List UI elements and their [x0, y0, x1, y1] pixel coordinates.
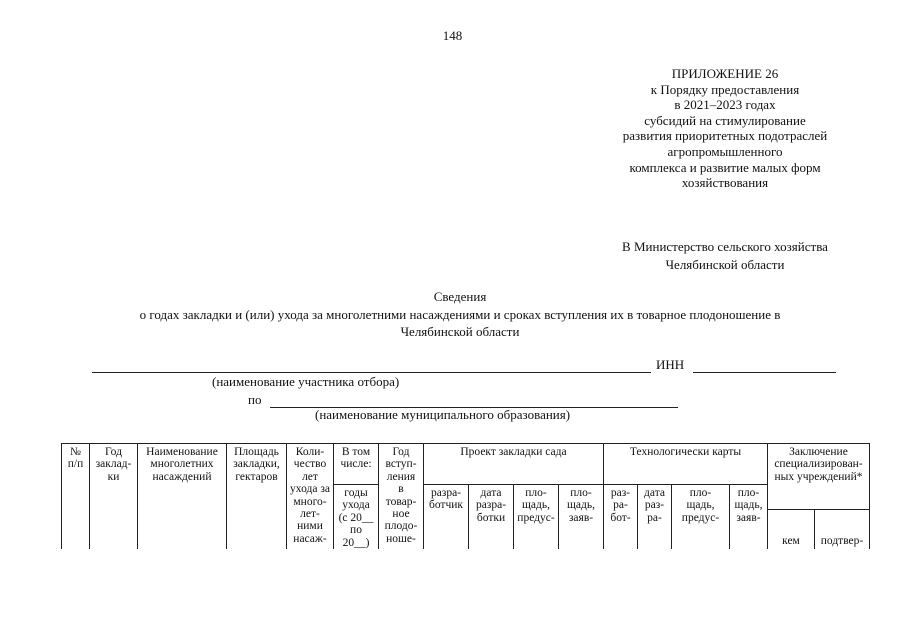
header-conclusion-confirmed-text: подтвер- [820, 534, 864, 547]
header-name-text: Наименование многолетних насаждений [146, 446, 218, 483]
header-project-area-planned-text: пло- щадь, предус- [517, 487, 555, 524]
title-subject: о годах закладки и (или) ухода за многолетними насаждениями и сроках вступления их в товарное плодоношение в [139, 306, 781, 322]
header-entry-year [379, 444, 424, 550]
appendix-line: в 2021–2023 годах [674, 97, 776, 113]
header-project-group-text: Проект закладки сада [460, 446, 567, 458]
appendix-header [600, 66, 850, 191]
participant-name-line[interactable] [92, 372, 651, 373]
header-entry-year-text: Год вступ- ления в товар- ное плодо- ноше- [384, 446, 418, 545]
header-tech-area-declared [730, 485, 768, 550]
document-title [60, 288, 860, 341]
header-area-text: Площадь закладки, гектаров [233, 446, 280, 483]
header-area [227, 444, 287, 550]
appendix-line: развития приоритетных подотраслей [622, 128, 828, 144]
title-heading: Сведения [433, 289, 487, 304]
header-project-area-planned [514, 485, 559, 550]
header-including [334, 444, 379, 485]
header-conclusion-by-text: кем [782, 534, 800, 547]
header-project-developer-text: разра- ботчик [428, 487, 463, 512]
header-tech-date-text: дата раз- ра- [644, 487, 665, 524]
header-conclusion-by [768, 509, 815, 549]
page-number: 148 [442, 28, 463, 43]
header-num-text: № п/п [67, 446, 84, 471]
header-tech-date [638, 485, 672, 550]
appendix-line: хозяйствования [681, 175, 769, 191]
plantings-table [61, 443, 870, 549]
header-year [90, 444, 138, 550]
appendix-line: комплекса и развитие малых форм [629, 159, 821, 175]
header-tech-group-text: Технологически карты [629, 446, 742, 458]
addressee-line: В Министерство сельского хозяйства [622, 239, 828, 254]
header-project-date [469, 485, 514, 550]
po-label: по [248, 392, 262, 407]
appendix-line: ПРИЛОЖЕНИЕ 26 [671, 66, 779, 81]
header-including-years [334, 485, 379, 550]
header-including-text: В том числе: [340, 446, 372, 471]
header-tech-area-planned [672, 485, 730, 550]
header-tech-group [604, 444, 768, 485]
appendix-line: к Порядку предоставления [650, 81, 800, 97]
header-tech-developer [604, 485, 638, 550]
header-project-area-declared-text: пло- щадь, заяв- [567, 487, 595, 524]
header-tech-developer-text: раз- ра- бот- [610, 487, 631, 524]
header-including-years-text: годы ухода (с 20__ по 20__) [338, 487, 374, 549]
header-project-group [424, 444, 604, 485]
header-tech-area-planned-text: пло- щадь, предус- [681, 487, 720, 524]
header-project-area-declared [559, 485, 604, 550]
municipality-caption: (наименование муниципального образования) [315, 407, 571, 422]
header-count-text: Коли- чество лет ухода за много- лет- ними насаж- [290, 446, 330, 545]
header-year-text: Год заклад- ки [95, 446, 132, 483]
appendix-line: агропромышленного [667, 143, 783, 159]
header-count [287, 444, 334, 550]
header-conclusion-group [768, 444, 870, 510]
title-region: Челябинской области [400, 324, 520, 339]
header-project-developer [424, 485, 469, 550]
participant-caption: (наименование участника отбора) [212, 374, 400, 389]
header-project-date-text: дата разра- ботки [475, 487, 507, 524]
header-num [62, 444, 90, 550]
appendix-line: субсидий на стимулирование [644, 112, 806, 128]
header-name [138, 444, 227, 550]
inn-label: ИНН [656, 357, 685, 372]
addressee-line: Челябинской области [665, 257, 785, 272]
header-tech-area-declared-text: пло- щадь, заяв- [734, 487, 763, 524]
header-conclusion-confirmed [815, 509, 870, 549]
addressee-block [580, 238, 870, 274]
header-conclusion-group-text: Заключение специализирован- ных учреждений* [774, 446, 863, 483]
inn-line[interactable] [693, 372, 836, 373]
